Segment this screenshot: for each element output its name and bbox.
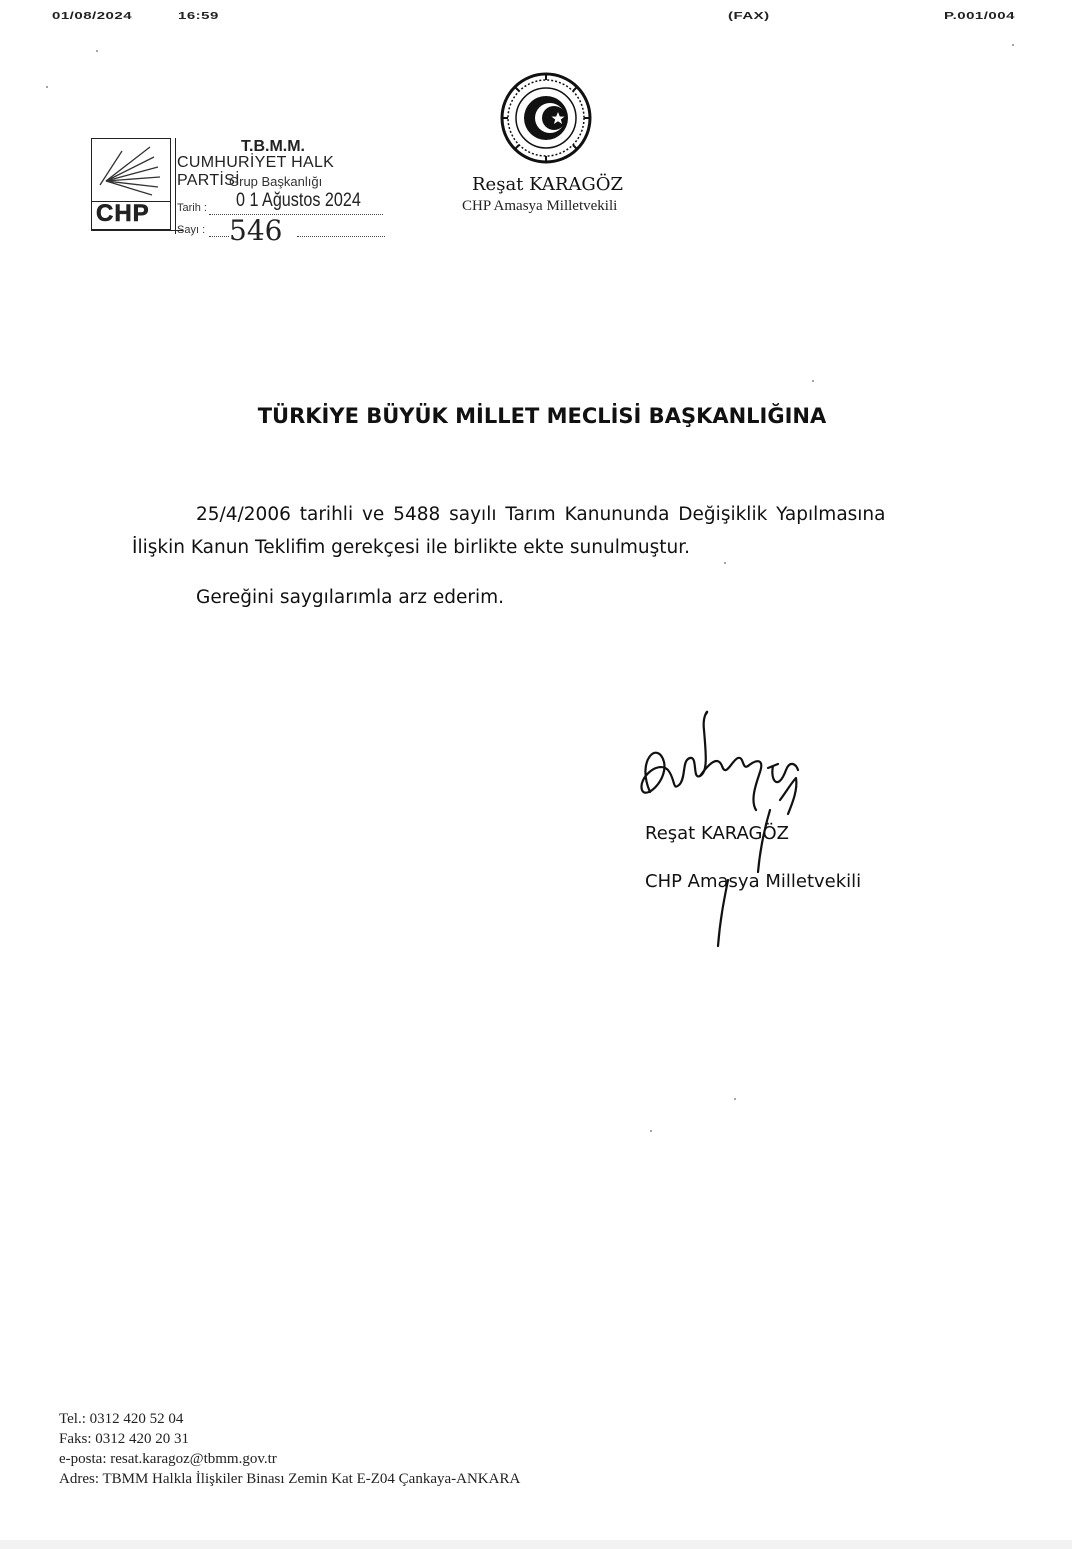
sender-name: Reşat KARAGÖZ — [472, 174, 624, 195]
body-line-1: 25/4/2006 tarihli ve 5488 sayılı Tarım Kanununda Değişiklik Yapılmasına — [196, 504, 886, 525]
stamp-date-value: 0 1 Ağustos 2024 — [236, 190, 361, 211]
scan-speck — [734, 1098, 736, 1100]
scan-speck — [96, 50, 98, 52]
signature-title: CHP Amasya Milletvekili — [645, 871, 862, 892]
fax-mode: (FAX) — [728, 10, 770, 22]
chp-logo-text: CHP — [96, 200, 150, 227]
scan-speck — [724, 562, 726, 564]
footer-tel: Tel.: 0312 420 52 04 — [59, 1411, 184, 1427]
stamp-party-name: CUMHURİYET HALK PARTİSİ — [177, 154, 335, 189]
footer-fax: Faks: 0312 420 20 31 — [59, 1431, 190, 1447]
tbmm-emblem — [500, 72, 592, 164]
signature-name: Reşat KARAGÖZ — [645, 823, 789, 844]
stamp-number-dots — [209, 236, 229, 237]
fax-page: P.001/004 — [944, 10, 1015, 22]
closing-line: Gereğini saygılarımla arz ederim. — [196, 587, 505, 608]
stamp-number-dots-tail — [297, 236, 385, 237]
stamp-group-name: Grup Başkanlığı — [229, 174, 323, 189]
chp-stamp — [91, 138, 391, 248]
stamp-date-label: Tarih : — [177, 202, 207, 214]
footer-email: e-posta: resat.karagoz@tbmm.gov.tr — [59, 1451, 277, 1467]
footer-address: Adres: TBMM Halkla İlişkiler Binası Zemin Kat E-Z04 Çankaya-ANKARA — [59, 1471, 521, 1487]
stamp-divider — [175, 138, 176, 234]
scan-edge — [0, 1540, 1072, 1549]
fax-date: 01/08/2024 — [52, 10, 133, 22]
stamp-bottom-rule — [91, 230, 183, 231]
scan-speck — [812, 380, 814, 382]
chp-logo — [91, 138, 171, 230]
stamp-number-label: Sayı : — [177, 224, 206, 236]
letter-heading: TÜRKİYE BÜYÜK MİLLET MECLİSİ BAŞKANLIĞINA — [257, 404, 827, 428]
fax-time: 16:59 — [178, 10, 219, 22]
scan-speck — [650, 1130, 652, 1132]
torch-rays-icon — [92, 141, 168, 201]
tbmm-seal-icon — [500, 72, 592, 164]
stamp-institution: T.B.M.M. — [241, 138, 305, 155]
scan-speck — [46, 86, 48, 88]
body-line-2: İlişkin Kanun Teklifim gerekçesi ile birlikte ekte sunulmuştur. — [132, 537, 691, 558]
stamp-number-value: 546 — [229, 214, 283, 247]
sender-title: CHP Amasya Milletvekili — [462, 198, 618, 214]
scan-speck — [1012, 44, 1014, 46]
